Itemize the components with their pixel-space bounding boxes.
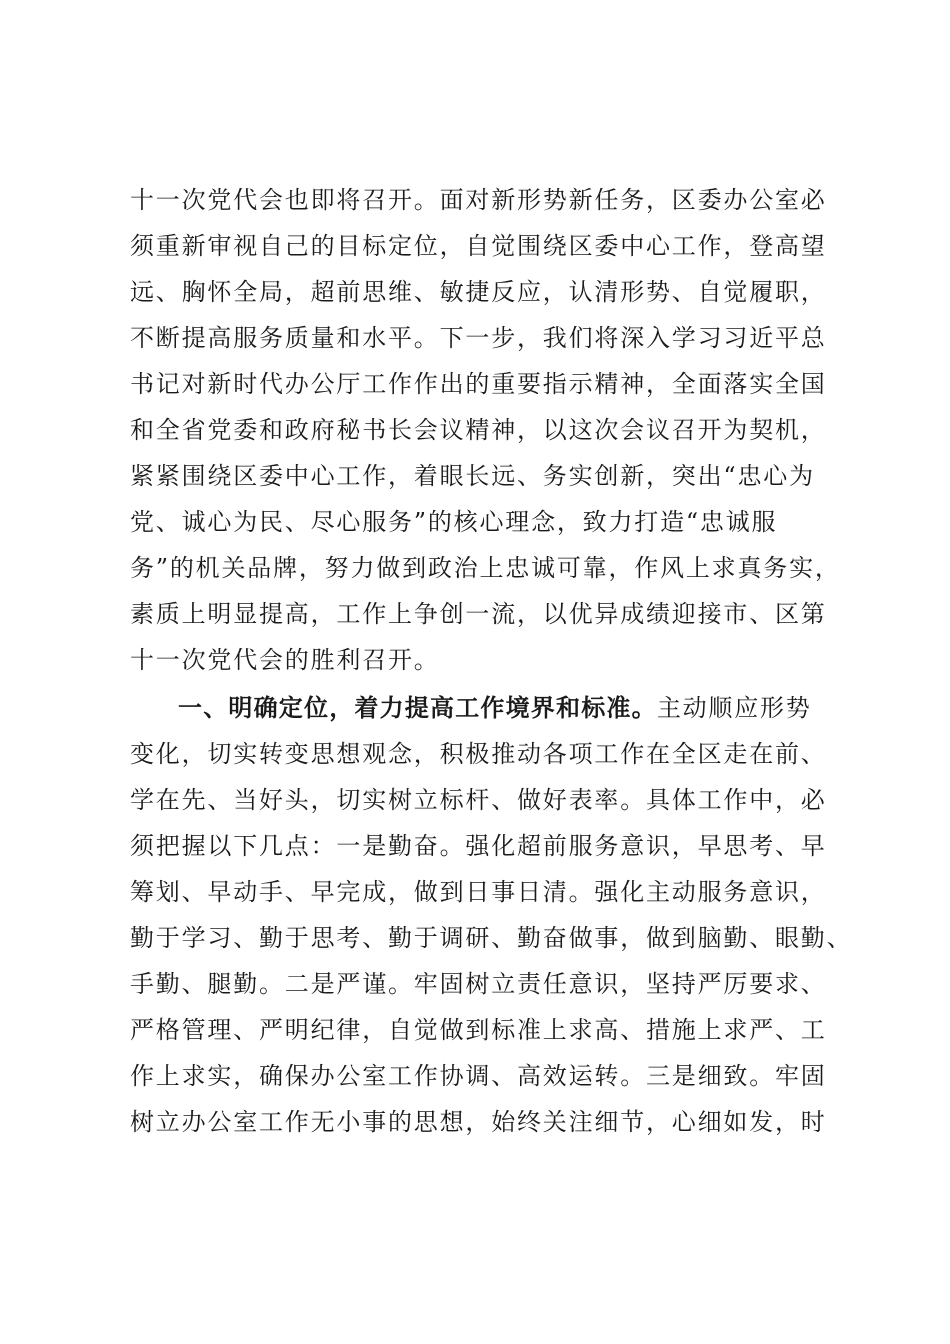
paragraph-line: 手勤、腿勤。二是严谨。牢固树立责任意识，坚持严厉要求、 xyxy=(130,970,827,998)
paragraph-line: 作上求实，确保办公室工作协调、高效运转。三是细致。牢固 xyxy=(130,1062,827,1090)
paragraph-line: 紧紧围绕区委中心工作，着眼长远、务实创新，突出“忠心为 xyxy=(130,462,815,490)
paragraph-line: 变化，切实转变思想观念，积极推动各项工作在全区走在前、 xyxy=(130,740,827,768)
paragraph-line: 须重新审视自己的目标定位，自觉围绕区委中心工作，登高望 xyxy=(130,232,827,260)
section-first-line xyxy=(178,688,812,728)
paragraph-line: 和全省党委和政府秘书长会议精神，以这次会议召开为契机， xyxy=(130,416,827,444)
paragraph-line: 素质上明显提高，工作上争创一流，以优异成绩迎接市、区第 xyxy=(130,600,827,628)
paragraph-line: 树立办公室工作无小事的思想，始终关注细节，心细如发，时 xyxy=(130,1108,827,1136)
section-heading: 一、明确定位，着力提高工作境界和标准。 xyxy=(178,694,657,722)
paragraph-line: 党、诚心为民、尽心服务”的核心理念，致力打造“忠诚服 xyxy=(130,508,778,536)
paragraph-line: 勤于学习、勤于思考、勤于调研、勤奋做事，做到脑勤、眼勤、 xyxy=(130,924,853,952)
section-first-line-text: 主动顺应形势 xyxy=(656,694,812,722)
paragraph-line: 须把握以下几点：一是勤奋。强化超前服务意识，早思考、早 xyxy=(130,832,827,860)
paragraph-line: 十一次党代会的胜利召开。 xyxy=(130,646,440,674)
paragraph-line: 筹划、早动手、早完成，做到日事日清。强化主动服务意识， xyxy=(130,878,827,906)
paragraph-line: 不断提高服务质量和水平。下一步，我们将深入学习习近平总 xyxy=(130,324,827,352)
paragraph-line: 十一次党代会也即将召开。面对新形势新任务，区委办公室必 xyxy=(130,186,827,214)
paragraph-line: 远、胸怀全局，超前思维、敏捷反应，认清形势、自觉履职， xyxy=(130,278,827,306)
paragraph-line: 严格管理、严明纪律，自觉做到标准上求高、措施上求严、工 xyxy=(130,1016,827,1044)
paragraph-line: 书记对新时代办公厅工作作出的重要指示精神，全面落实全国 xyxy=(130,370,827,398)
paragraph-line: 学在先、当好头，切实树立标杆、做好表率。具体工作中，必 xyxy=(130,786,827,814)
paragraph-line: 务”的机关品牌，努力做到政治上忠诚可靠，作风上求真务实， xyxy=(130,554,841,582)
